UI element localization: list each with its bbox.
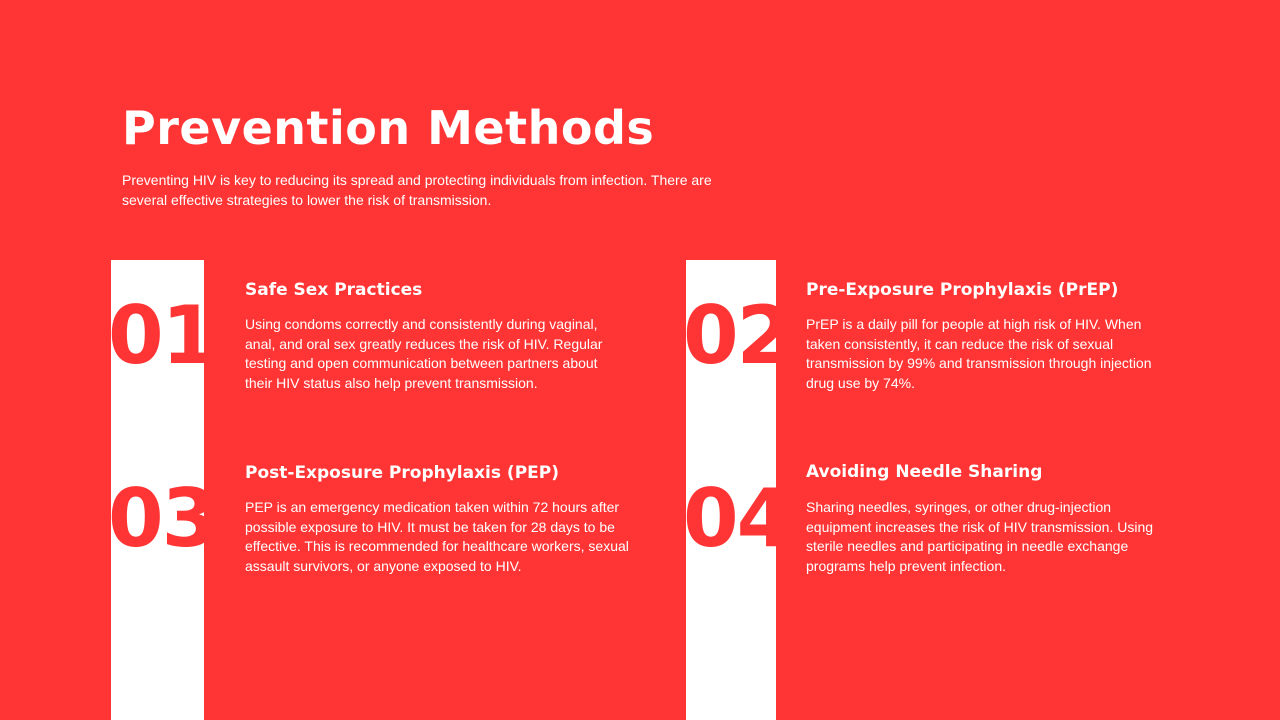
method-title-prep: Pre-Exposure Prophylaxis (PrEP) xyxy=(806,280,1119,300)
method-number-01: 01 xyxy=(108,289,216,382)
method-description-safe-sex: Using condoms correctly and consistently during vaginal, anal, and oral sex greatly reduces the risk of HIV. Regular testing and open communication between partners about their HIV status also help prevent transmission. xyxy=(245,316,603,391)
method-description-prep: PrEP is a daily pill for people at high risk of HIV. When taken consistently, it can reduce the risk of sexual transmission by 99% and transmission through injection drug use by 74%. xyxy=(806,316,1152,391)
method-description-needle-sharing: Sharing needles, syringes, or other drug-injection equipment increases the risk of HIV transmission. Using sterile needles and participating in needle exchange programs help prevent infection. xyxy=(806,499,1154,574)
method-number-04: 04 xyxy=(683,472,791,565)
method-number-02: 02 xyxy=(683,289,791,382)
method-title-needle-sharing: Avoiding Needle Sharing xyxy=(806,462,1043,482)
page-subtitle: Preventing HIV is key to reducing its spread and protecting individuals from infection. There are several effective strategies to lower the risk of transmission. xyxy=(122,172,712,208)
method-description-pep: PEP is an emergency medication taken within 72 hours after possible exposure to HIV. It must be taken for 28 days to be effective. This is recommended for healthcare workers, sexual assault survivors, or anyone exposed to HIV. xyxy=(245,499,629,574)
method-title-pep: Post-Exposure Prophylaxis (PEP) xyxy=(245,463,559,483)
method-number-03: 03 xyxy=(108,472,216,565)
method-title-safe-sex: Safe Sex Practices xyxy=(245,280,423,300)
page-title: Prevention Methods xyxy=(122,101,655,155)
